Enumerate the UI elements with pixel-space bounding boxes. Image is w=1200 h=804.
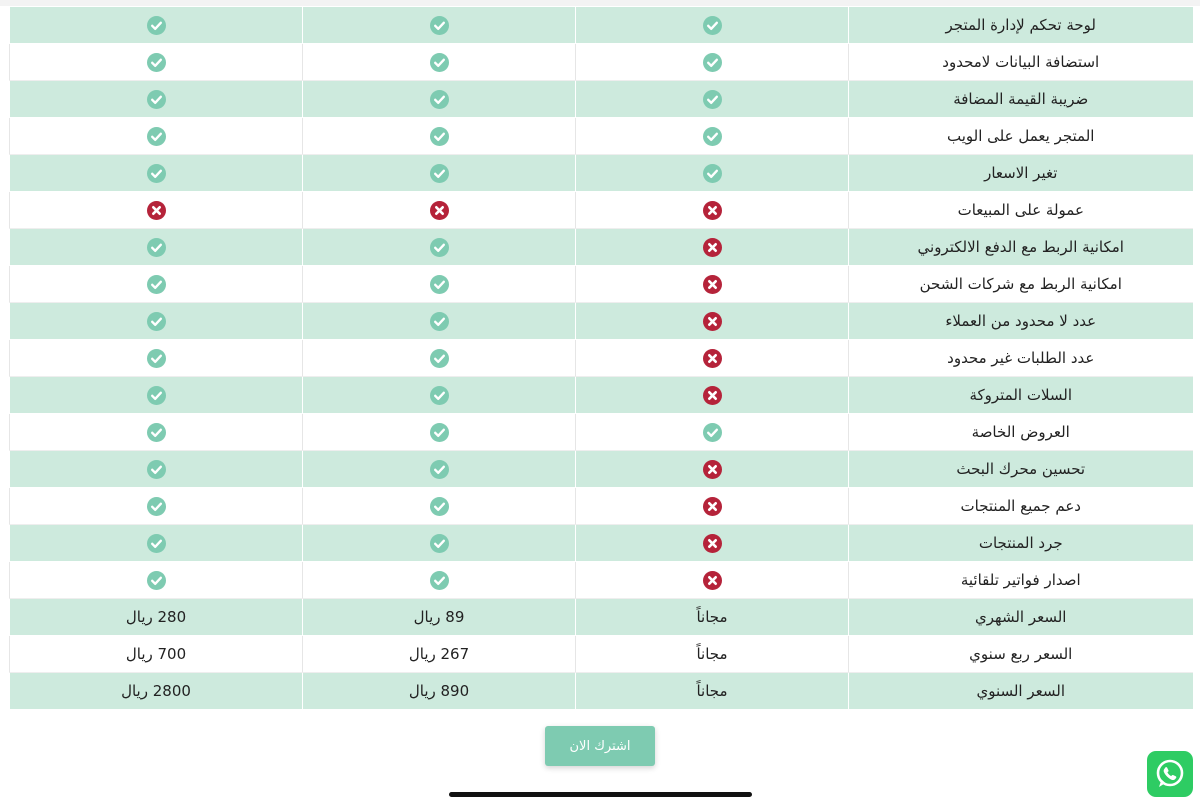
check-circle-icon xyxy=(147,53,166,72)
table-row xyxy=(10,118,1193,155)
table-row xyxy=(10,81,1193,118)
plan-feature-cell xyxy=(10,118,303,155)
plan-feature-cell xyxy=(576,266,849,303)
check-circle-icon xyxy=(430,571,449,590)
table-row xyxy=(10,340,1193,377)
feature-label: عمولة على المبيعات xyxy=(849,192,1193,229)
check-circle-icon xyxy=(703,423,722,442)
feature-label: دعم جميع المنتجات xyxy=(849,488,1193,525)
plan-feature-cell xyxy=(303,377,576,414)
plan-feature-cell xyxy=(576,7,849,44)
plan-feature-cell xyxy=(10,229,303,266)
feature-label: اصدار فواتير تلقائية xyxy=(849,562,1193,599)
feature-label: لوحة تحكم لإدارة المتجر xyxy=(849,7,1193,44)
plan-feature-cell xyxy=(303,488,576,525)
plan-feature-cell xyxy=(303,451,576,488)
price-cell: مجاناً xyxy=(576,673,849,710)
check-circle-icon xyxy=(147,90,166,109)
plan-feature-cell xyxy=(303,192,576,229)
plan-feature-cell xyxy=(10,377,303,414)
price-cell: 890 ريال xyxy=(303,673,576,710)
plan-feature-cell xyxy=(303,562,576,599)
check-circle-icon xyxy=(147,16,166,35)
price-cell: 2800 ريال xyxy=(10,673,303,710)
table-row xyxy=(10,673,1193,710)
plan-feature-cell xyxy=(303,118,576,155)
plan-feature-cell xyxy=(576,155,849,192)
table-row xyxy=(10,229,1193,266)
check-circle-icon xyxy=(430,238,449,257)
plan-feature-cell xyxy=(576,192,849,229)
x-circle-icon xyxy=(703,460,722,479)
x-circle-icon xyxy=(703,534,722,553)
plan-feature-cell xyxy=(576,229,849,266)
feature-label: تحسين محرك البحث xyxy=(849,451,1193,488)
plan-feature-cell xyxy=(303,44,576,81)
check-circle-icon xyxy=(147,275,166,294)
check-circle-icon xyxy=(430,16,449,35)
check-circle-icon xyxy=(703,164,722,183)
feature-label: تغير الاسعار xyxy=(849,155,1193,192)
plan-feature-cell xyxy=(10,44,303,81)
plan-feature-cell xyxy=(10,192,303,229)
check-circle-icon xyxy=(703,127,722,146)
plan-feature-cell xyxy=(10,303,303,340)
feature-label: السعر السنوي xyxy=(849,673,1193,710)
check-circle-icon xyxy=(147,349,166,368)
plan-feature-cell xyxy=(303,414,576,451)
check-circle-icon xyxy=(430,275,449,294)
plan-feature-cell xyxy=(576,44,849,81)
x-circle-icon xyxy=(703,349,722,368)
feature-label: عدد لا محدود من العملاء xyxy=(849,303,1193,340)
plan-feature-cell xyxy=(303,525,576,562)
subscribe-now-button[interactable]: اشترك الان xyxy=(545,726,655,766)
check-circle-icon xyxy=(430,127,449,146)
price-cell: 89 ريال xyxy=(303,599,576,636)
plan-feature-cell xyxy=(576,451,849,488)
plan-feature-cell xyxy=(576,81,849,118)
check-circle-icon xyxy=(430,312,449,331)
plan-feature-cell xyxy=(10,562,303,599)
feature-label: السلات المتروكة xyxy=(849,377,1193,414)
plan-feature-cell xyxy=(576,414,849,451)
price-cell: 267 ريال xyxy=(303,636,576,673)
check-circle-icon xyxy=(430,386,449,405)
plan-feature-cell xyxy=(303,81,576,118)
feature-label: ضريبة القيمة المضافة xyxy=(849,81,1193,118)
check-circle-icon xyxy=(430,534,449,553)
check-circle-icon xyxy=(147,460,166,479)
top-divider xyxy=(0,0,1200,6)
feature-label: السعر الشهري xyxy=(849,599,1193,636)
feature-label: عدد الطلبات غير محدود xyxy=(849,340,1193,377)
table-row xyxy=(10,599,1193,636)
table-row xyxy=(10,451,1193,488)
x-circle-icon xyxy=(703,386,722,405)
plan-feature-cell xyxy=(576,562,849,599)
table-row xyxy=(10,266,1193,303)
plan-feature-cell xyxy=(10,488,303,525)
feature-label: جرد المنتجات xyxy=(849,525,1193,562)
price-cell: 700 ريال xyxy=(10,636,303,673)
x-circle-icon xyxy=(703,312,722,331)
plan-feature-cell xyxy=(303,266,576,303)
feature-label: المتجر يعمل على الويب xyxy=(849,118,1193,155)
table-body xyxy=(10,7,1193,710)
home-indicator xyxy=(449,792,752,797)
plan-feature-cell xyxy=(10,155,303,192)
plan-feature-cell xyxy=(576,488,849,525)
table-row xyxy=(10,377,1193,414)
plan-feature-cell xyxy=(10,7,303,44)
check-circle-icon xyxy=(430,460,449,479)
table-row xyxy=(10,303,1193,340)
feature-label: السعر ربع سنوي xyxy=(849,636,1193,673)
check-circle-icon xyxy=(430,497,449,516)
x-circle-icon xyxy=(703,571,722,590)
check-circle-icon xyxy=(147,164,166,183)
check-circle-icon xyxy=(147,312,166,331)
check-circle-icon xyxy=(147,534,166,553)
plan-feature-cell xyxy=(303,303,576,340)
plan-feature-cell xyxy=(303,229,576,266)
feature-label: العروض الخاصة xyxy=(849,414,1193,451)
table-row xyxy=(10,414,1193,451)
table-row xyxy=(10,562,1193,599)
plan-feature-cell xyxy=(576,303,849,340)
check-circle-icon xyxy=(147,238,166,257)
check-circle-icon xyxy=(147,127,166,146)
table-row xyxy=(10,636,1193,673)
table-row xyxy=(10,155,1193,192)
plan-feature-cell xyxy=(10,340,303,377)
price-cell: مجاناً xyxy=(576,599,849,636)
check-circle-icon xyxy=(147,571,166,590)
table-row xyxy=(10,192,1193,229)
feature-label: امكانية الربط مع شركات الشحن xyxy=(849,266,1193,303)
check-circle-icon xyxy=(703,16,722,35)
check-circle-icon xyxy=(703,90,722,109)
plan-feature-cell xyxy=(303,340,576,377)
plan-feature-cell xyxy=(303,7,576,44)
check-circle-icon xyxy=(147,497,166,516)
x-circle-icon xyxy=(703,201,722,220)
x-circle-icon xyxy=(703,238,722,257)
x-circle-icon xyxy=(703,497,722,516)
plans-comparison-table xyxy=(9,7,1193,710)
plan-feature-cell xyxy=(576,118,849,155)
whatsapp-chat-button[interactable] xyxy=(1147,751,1193,797)
table-row xyxy=(10,488,1193,525)
plan-feature-cell xyxy=(303,155,576,192)
plan-feature-cell xyxy=(576,377,849,414)
plan-feature-cell xyxy=(10,81,303,118)
table-row xyxy=(10,7,1193,44)
feature-label: استضافة البيانات لامحدود xyxy=(849,44,1193,81)
check-circle-icon xyxy=(147,423,166,442)
check-circle-icon xyxy=(430,349,449,368)
feature-label: امكانية الربط مع الدفع الالكتروني xyxy=(849,229,1193,266)
plan-feature-cell xyxy=(576,525,849,562)
plan-feature-cell xyxy=(10,451,303,488)
price-cell: مجاناً xyxy=(576,636,849,673)
check-circle-icon xyxy=(430,90,449,109)
plan-feature-cell xyxy=(10,414,303,451)
check-circle-icon xyxy=(703,53,722,72)
check-circle-icon xyxy=(430,164,449,183)
check-circle-icon xyxy=(147,386,166,405)
whatsapp-icon xyxy=(1153,757,1187,791)
check-circle-icon xyxy=(430,53,449,72)
table-row xyxy=(10,44,1193,81)
table-row xyxy=(10,525,1193,562)
check-circle-icon xyxy=(430,423,449,442)
x-circle-icon xyxy=(703,275,722,294)
plan-feature-cell xyxy=(576,340,849,377)
plan-feature-cell xyxy=(10,266,303,303)
price-cell: 280 ريال xyxy=(10,599,303,636)
x-circle-icon xyxy=(147,201,166,220)
plan-feature-cell xyxy=(10,525,303,562)
x-circle-icon xyxy=(430,201,449,220)
